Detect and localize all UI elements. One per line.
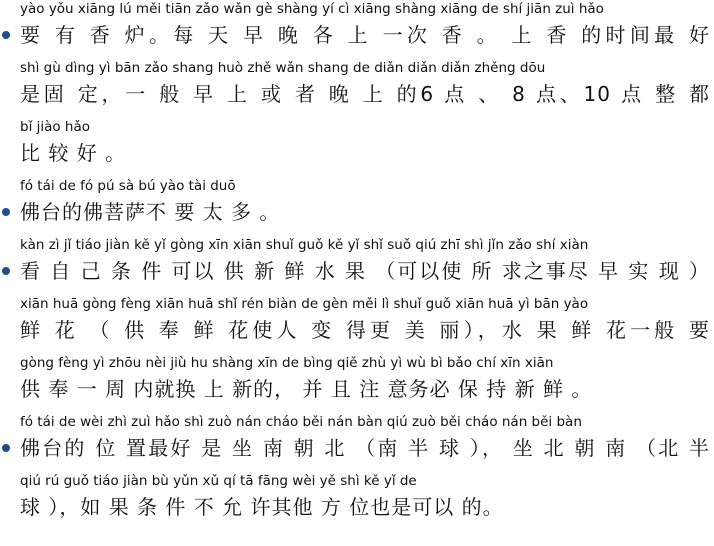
hanzi-line: 佛台的佛菩萨不 要 太 多 。	[20, 200, 281, 224]
text-line-5	[0, 236, 714, 290]
pinyin-line: fó tái de fó pú sà bú yào tài duō	[20, 178, 236, 194]
text-line-4	[0, 177, 714, 231]
text-line-9	[0, 472, 714, 526]
bullet-icon	[2, 208, 10, 216]
hanzi-line: 供 奉 一 周 内就换 上 新的， 并 且 注 意务必 保 持 新 鲜 。	[20, 377, 593, 401]
pinyin-line: gòng fèng yì zhōu nèi jiù hu shàng xīn de bìng qiě zhù yì wù bì bǎo chí xīn xiān	[20, 355, 554, 371]
text-line-3	[0, 118, 714, 172]
pinyin-line: shì gù dìng yì bān zǎo shang huò zhě wǎn shang de diǎn diǎn diǎn zhěng dōu	[20, 60, 546, 76]
bullet-icon	[2, 31, 10, 39]
hanzi-line: 是固 定，一 般 早 上 或 者 晚 上 的6 点 、 8 点、10 点 整 都	[20, 82, 710, 106]
hanzi-line: 看 自 己 条 件 可以 供 新 鲜 水 果 （可以使 所 求之事尽 早 实 现 ）	[20, 259, 710, 283]
pinyin-line: qiú rú guǒ tiáo jiàn bù yǔn xǔ qí tā fāng wèi yě shì kě yǐ de	[20, 473, 417, 489]
text-line-8	[0, 413, 714, 467]
hanzi-line: 要 有 香 炉。每 天 早 晚 各 上 一次 香 。 上 香 的时间最 好	[20, 23, 710, 47]
pinyin-line: xiān huā gòng fèng xiān huā shǐ rén biàn de gèn měi lì shuǐ guǒ xiān huā yì bān yào	[20, 296, 589, 312]
text-line-1	[0, 0, 714, 54]
text-line-2	[0, 59, 714, 113]
hanzi-line: 球 ），如 果 条 件 不 允 许其他 方 位也是可以 的。	[20, 495, 504, 519]
bullet-icon	[2, 267, 10, 275]
pinyin-line: kàn zì jǐ tiáo jiàn kě yǐ gòng xīn xiān shuǐ guǒ kě yǐ shǐ suǒ qiú zhī shì jǐn zǎo shí xiàn	[20, 237, 589, 253]
hanzi-line: 鲜 花 （ 供 奉 鲜 花使人 变 得更 美 丽），水 果 鲜 花一般 要	[20, 318, 710, 342]
pinyin-line: yào yǒu xiāng lú měi tiān zǎo wǎn gè shàng yí cì xiāng shàng xiāng de shí jiān zuì hǎo	[20, 1, 604, 17]
text-line-7	[0, 354, 714, 408]
hanzi-line: 佛台的 位 置最好 是 坐 南 朝 北 （南 半 球 ）， 坐 北 朝 南 （北 半	[20, 436, 710, 460]
pinyin-line: bǐ jiào hǎo	[20, 119, 91, 135]
pinyin-line: fó tái de wèi zhì zuì hǎo shì zuò nán cháo běi nán bàn qiú zuò běi cháo nán běi bàn	[20, 414, 582, 430]
bullet-icon	[2, 444, 10, 452]
hanzi-line: 比 较 好 。	[20, 141, 127, 165]
text-line-6	[0, 295, 714, 349]
